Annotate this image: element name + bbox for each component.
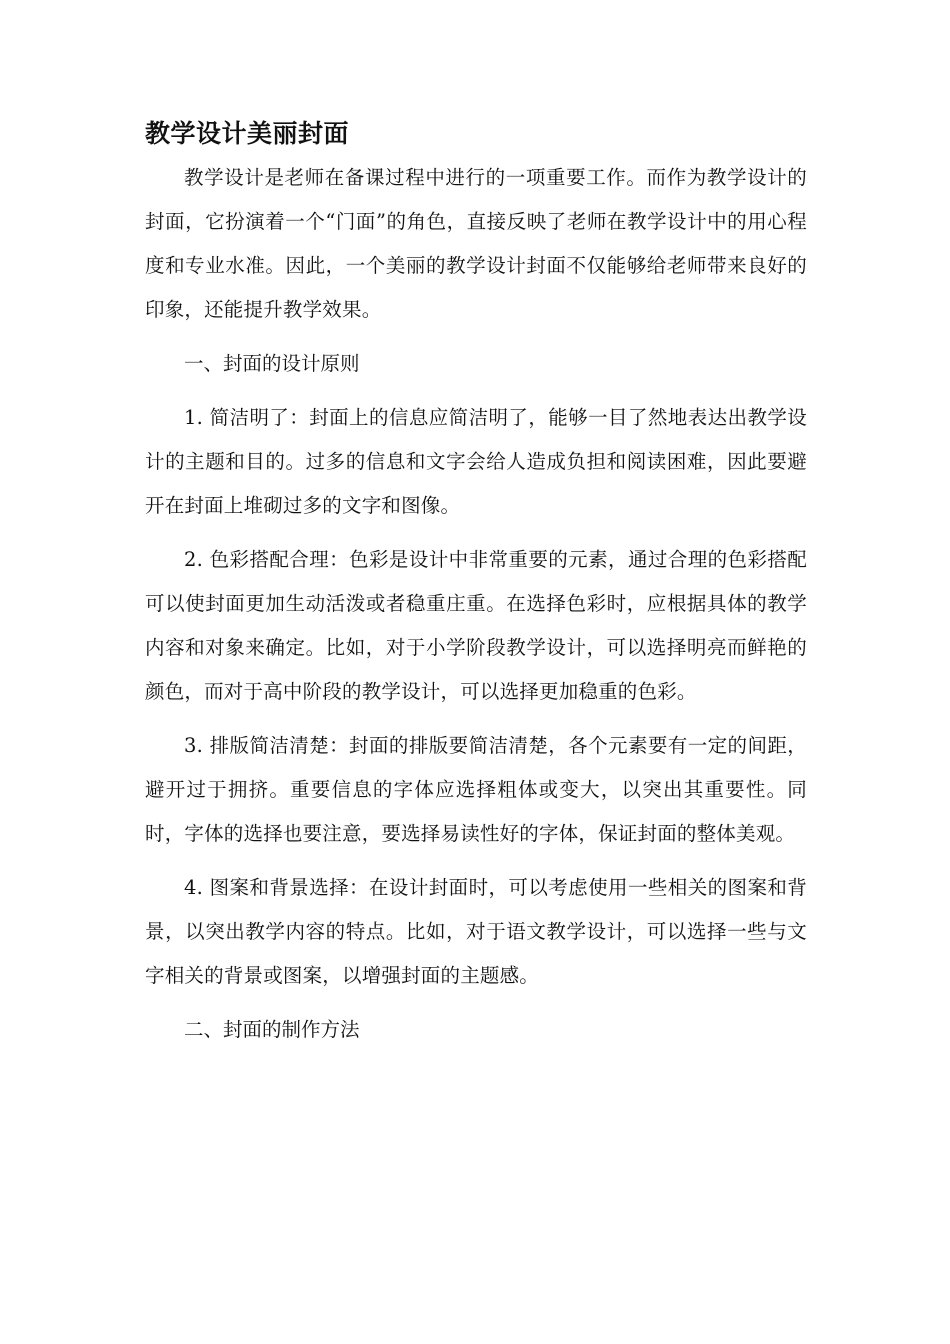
document-page	[145, 112, 807, 1052]
principle-item-4: 4. 图案和背景选择：在设计封面时，可以考虑使用一些相关的图案和背景，以突出教学内容的特点。比如，对于语文教学设计，可以选择一些与文字相关的背景或图案，以增强封面的主题感。	[145, 876, 807, 987]
principle-item-2: 2. 色彩搭配合理：色彩是设计中非常重要的元素，通过合理的色彩搭配可以使封面更加生动活泼或者稳重庄重。在选择色彩时，应根据具体的教学内容和对象来确定。比如，对于小学阶段教学设计，可以选择明亮而鲜艳的颜色，而对于高中阶段的教学设计，可以选择更加稳重的色彩。	[145, 548, 807, 703]
section-heading-principles: 一、封面的设计原则	[184, 352, 360, 375]
intro-paragraph: 教学设计是老师在备课过程中进行的一项重要工作。而作为教学设计的封面，它扮演着一个“门面”的角色，直接反映了老师在教学设计中的用心程度和专业水准。因此，一个美丽的教学设计封面不仅能够给老师带来良好的印象，还能提升教学效果。	[145, 166, 807, 321]
principle-item-1: 1. 简洁明了：封面上的信息应简洁明了，能够一目了然地表达出教学设计的主题和目的。过多的信息和文字会给人造成负担和阅读困难，因此要避开在封面上堆砌过多的文字和图像。	[145, 406, 807, 517]
principle-item-3: 3. 排版简洁清楚：封面的排版要简洁清楚，各个元素要有一定的间距，避开过于拥挤。重要信息的字体应选择粗体或变大，以突出其重要性。同时，字体的选择也要注意，要选择易读性好的字体，保证封面的整体美观。	[145, 734, 807, 845]
document-title: 教学设计美丽封面	[145, 119, 350, 148]
section-heading-methods: 二、封面的制作方法	[184, 1018, 360, 1041]
